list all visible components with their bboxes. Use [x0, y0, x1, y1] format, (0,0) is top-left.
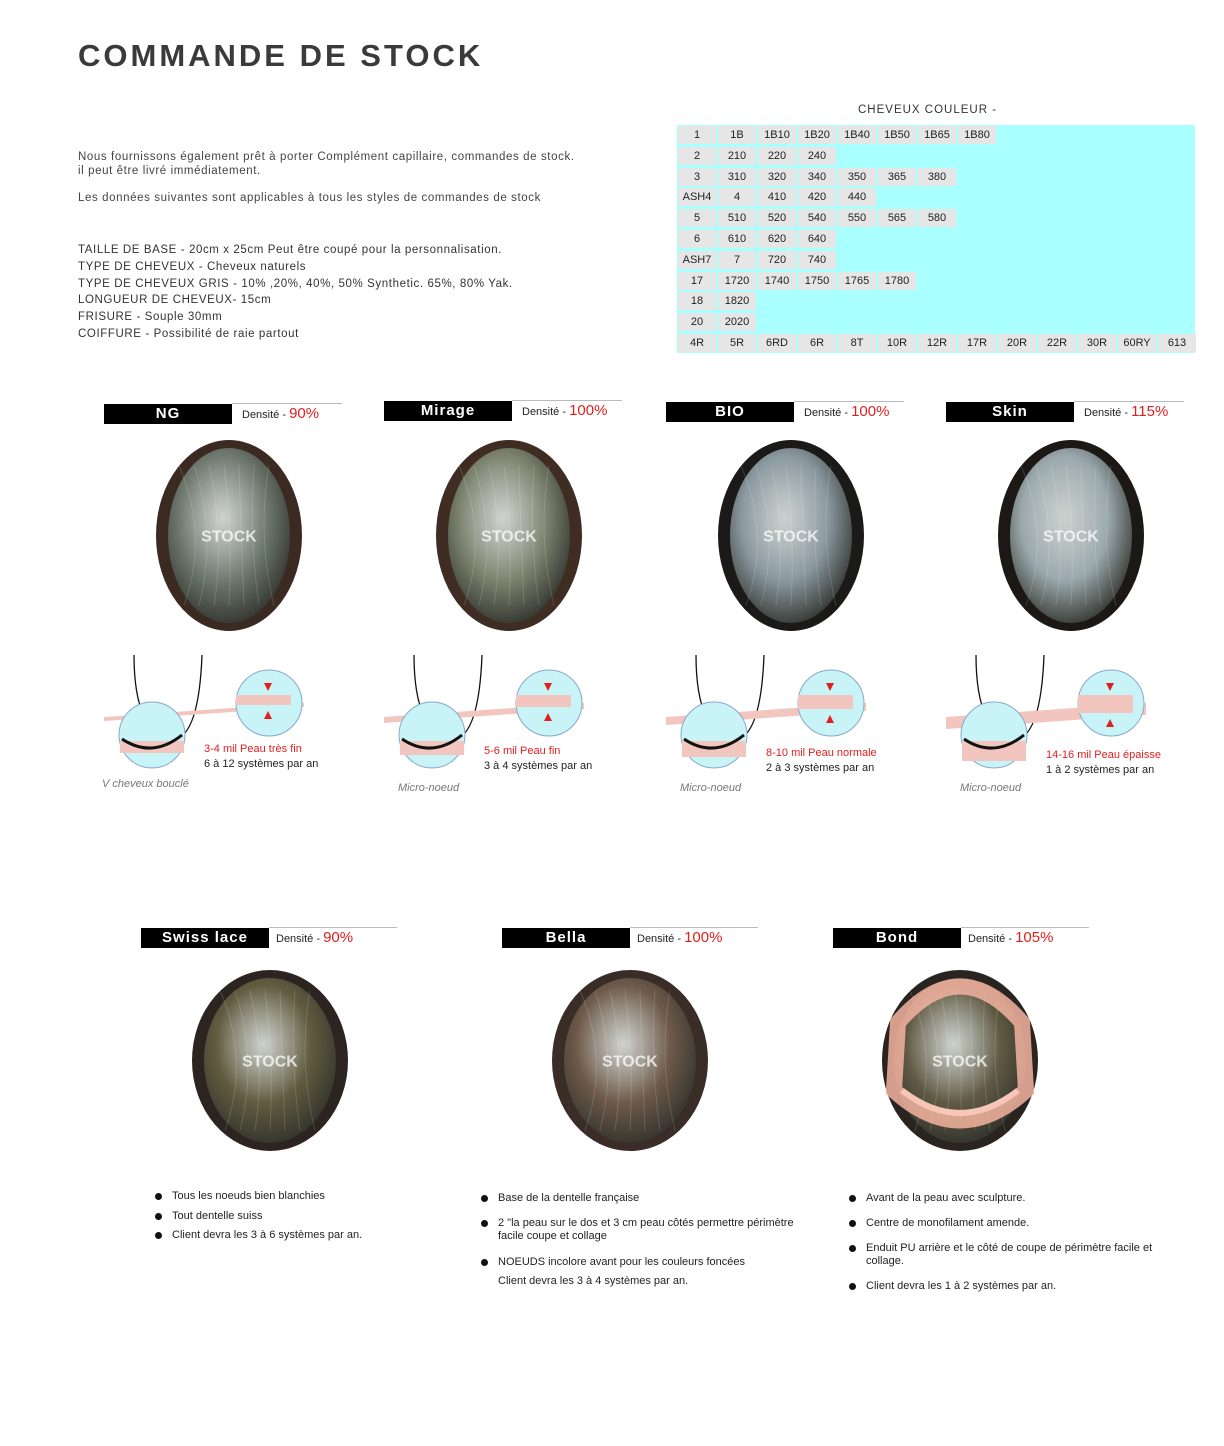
- color-code-cell: 740: [798, 251, 836, 269]
- style-name-label: NG: [104, 404, 232, 424]
- bullet-dot: [481, 1195, 488, 1202]
- color-code-cell: 340: [798, 168, 836, 186]
- color-code-cell: 550: [838, 209, 876, 227]
- color-code-cell: 1740: [758, 272, 796, 290]
- color-code-cell: 1B: [718, 126, 756, 144]
- density-value: 90%: [323, 929, 354, 946]
- feature-item: [849, 1280, 1166, 1293]
- density-label: Densité -: [968, 933, 1016, 945]
- color-code-cell: 520: [758, 209, 796, 227]
- color-code-cell: 7: [718, 251, 756, 269]
- color-code-cell: 210: [718, 147, 756, 165]
- knot-type-note: V cheveux bouclé: [102, 778, 189, 790]
- color-code-cell: 2: [678, 147, 716, 165]
- style-name-label: Bella: [502, 928, 630, 948]
- feature-item: [481, 1275, 798, 1288]
- color-code-cell: 4R: [678, 334, 716, 352]
- style-name-label: Mirage: [384, 401, 512, 421]
- density-label: Densité -: [522, 406, 570, 418]
- color-code-cell: 420: [798, 188, 836, 206]
- bullet-dot: [481, 1220, 488, 1227]
- color-code-cell: 1B65: [918, 126, 956, 144]
- bullet-dot: [849, 1220, 856, 1227]
- systems-per-year: 3 à 4 systèmes par an: [484, 760, 593, 772]
- color-code-cell: 1750: [798, 272, 836, 290]
- knot-type-note: Micro-noeud: [398, 782, 460, 794]
- density-value: 100%: [851, 403, 890, 420]
- divider-line: [512, 400, 622, 401]
- color-code-cell: 720: [758, 251, 796, 269]
- density-info: [522, 402, 607, 419]
- feature-text: Client devra les 1 à 2 systèmes par an.: [866, 1280, 1057, 1292]
- color-code-cell: 20: [678, 313, 716, 331]
- color-code-cell: 6RD: [758, 334, 796, 352]
- color-code-cell: 1B40: [838, 126, 876, 144]
- color-code-cell: 6: [678, 230, 716, 248]
- color-code-cell: 12R: [918, 334, 956, 352]
- systems-per-year: 6 à 12 systèmes par an: [204, 758, 319, 770]
- color-code-cell: 18: [678, 292, 716, 310]
- intro-line-1: Nous fournissons également prêt à porter Complément capillaire, commandes de stock.: [78, 151, 575, 163]
- stock-watermark: STOCK: [602, 1053, 658, 1071]
- color-code-cell: 10R: [878, 334, 916, 352]
- divider-line: [630, 927, 758, 928]
- bullet-dot: [155, 1213, 162, 1220]
- density-info: [804, 403, 889, 420]
- style-name-label: Swiss lace: [141, 928, 269, 948]
- bullet-dot: [481, 1259, 488, 1266]
- feature-item: [481, 1217, 798, 1243]
- color-code-cell: 440: [838, 188, 876, 206]
- feature-text: Tout dentelle suiss: [172, 1210, 263, 1222]
- hair-system-photo: [880, 968, 1040, 1153]
- feature-text: NOEUDS incolore avant pour les couleurs foncées: [498, 1256, 746, 1268]
- color-code-cell: 8T: [838, 334, 876, 352]
- color-code-cell: 1B20: [798, 126, 836, 144]
- bullet-dot: [849, 1245, 856, 1252]
- divider-line: [232, 403, 342, 404]
- feature-text: Enduit PU arrière et le côté de coupe de périmètre facile et collage.: [866, 1242, 1153, 1267]
- feature-item: [481, 1256, 798, 1269]
- density-label: Densité -: [637, 933, 685, 945]
- density-label: Densité -: [804, 407, 852, 419]
- density-info: [276, 929, 353, 946]
- feature-text: Client devra les 3 à 4 systèmes par an.: [498, 1275, 689, 1287]
- color-code-cell: 17R: [958, 334, 996, 352]
- divider-line: [961, 927, 1089, 928]
- color-code-cell: 640: [798, 230, 836, 248]
- density-label: Densité -: [242, 409, 290, 421]
- spec-curl: FRISURE - Souple 30mm: [78, 311, 223, 323]
- color-code-cell: 1820: [718, 292, 756, 310]
- color-code-cell: 565: [878, 209, 916, 227]
- color-code-cell: 4: [718, 188, 756, 206]
- color-code-cell: 540: [798, 209, 836, 227]
- density-info: [637, 929, 722, 946]
- color-code-cell: 310: [718, 168, 756, 186]
- color-code-cell: 22R: [1038, 334, 1076, 352]
- color-code-cell: 613: [1158, 334, 1196, 352]
- feature-text: Base de la dentelle française: [498, 1192, 640, 1204]
- divider-line: [794, 401, 904, 402]
- spec-base-size: TAILLE DE BASE - 20cm x 25cm Peut être coupé pour la personnalisation.: [78, 244, 503, 256]
- feature-text: Client devra les 3 à 6 systèmes par an.: [172, 1229, 363, 1241]
- color-code-cell: 30R: [1078, 334, 1116, 352]
- hair-system-photo: [550, 968, 710, 1153]
- color-code-cell: 1780: [878, 272, 916, 290]
- color-code-cell: 17: [678, 272, 716, 290]
- skin-thickness: 5-6 mil Peau fin: [484, 745, 561, 757]
- color-code-cell: 1B50: [878, 126, 916, 144]
- color-code-cell: 6R: [798, 334, 836, 352]
- stock-watermark: STOCK: [763, 528, 819, 546]
- density-label: Densité -: [1084, 407, 1132, 419]
- hair-system-photo: [716, 438, 866, 633]
- feature-item: [849, 1217, 1166, 1230]
- stock-watermark: STOCK: [201, 528, 257, 546]
- color-code-cell: 1: [678, 126, 716, 144]
- density-label: Densité -: [276, 933, 324, 945]
- skin-thickness: 14-16 mil Peau épaisse: [1046, 749, 1161, 761]
- color-code-cell: 410: [758, 188, 796, 206]
- color-code-cell: 365: [878, 168, 916, 186]
- density-info: [242, 405, 319, 422]
- color-code-cell: 220: [758, 147, 796, 165]
- stock-watermark: STOCK: [242, 1053, 298, 1071]
- hair-color-table: [677, 125, 1195, 353]
- color-code-cell: 580: [918, 209, 956, 227]
- color-code-cell: 620: [758, 230, 796, 248]
- style-name-label: BIO: [666, 402, 794, 422]
- intro-line-3: Les données suivantes sont applicables à tous les styles de commandes de stock: [78, 192, 541, 204]
- density-info: [1084, 403, 1168, 420]
- hair-system-photo: [996, 438, 1146, 633]
- skin-thickness: 8-10 mil Peau normale: [766, 747, 877, 759]
- feature-text: Centre de monofilament amende.: [866, 1217, 1030, 1229]
- feature-item: [155, 1210, 472, 1223]
- color-table-title: CHEVEUX COULEUR -: [858, 104, 998, 116]
- divider-line: [1074, 401, 1184, 402]
- hair-system-photo: [154, 438, 304, 633]
- spec-grey-hair-type: TYPE DE CHEVEUX GRIS - 10% ,20%, 40%, 50% Synthetic. 65%, 80% Yak.: [78, 278, 513, 290]
- color-code-cell: 610: [718, 230, 756, 248]
- feature-item: [481, 1192, 798, 1205]
- color-code-cell: 320: [758, 168, 796, 186]
- spec-hairstyle: COIFFURE - Possibilité de raie partout: [78, 328, 299, 340]
- density-info: [968, 929, 1053, 946]
- color-code-cell: 1765: [838, 272, 876, 290]
- hair-system-photo: [190, 968, 350, 1153]
- spec-hair-length: LONGUEUR DE CHEVEUX- 15cm: [78, 294, 272, 306]
- knot-type-note: Micro-noeud: [960, 782, 1022, 794]
- color-code-cell: 240: [798, 147, 836, 165]
- spec-hair-type: TYPE DE CHEVEUX - Cheveux naturels: [78, 261, 307, 273]
- bullet-dot: [155, 1232, 162, 1239]
- feature-text: Tous les noeuds bien blanchies: [172, 1190, 325, 1202]
- feature-item: [849, 1192, 1166, 1205]
- density-value: 105%: [1015, 929, 1054, 946]
- stock-watermark: STOCK: [481, 528, 537, 546]
- skin-thickness: 3-4 mil Peau très fin: [204, 743, 302, 755]
- color-code-cell: 510: [718, 209, 756, 227]
- color-code-cell: ASH4: [678, 188, 716, 206]
- bullet-dot: [155, 1193, 162, 1200]
- systems-per-year: 1 à 2 systèmes par an: [1046, 764, 1155, 776]
- intro-line-2: il peut être livré immédiatement.: [78, 165, 261, 177]
- color-code-cell: 3: [678, 168, 716, 186]
- color-code-cell: 60RY: [1118, 334, 1156, 352]
- feature-text: 2 "la peau sur le dos et 3 cm peau côtés permettre périmètre facile coupe et collage: [498, 1217, 794, 1242]
- feature-item: [155, 1229, 472, 1242]
- feature-item: [155, 1190, 472, 1203]
- systems-per-year: 2 à 3 systèmes par an: [766, 762, 875, 774]
- style-name-label: Skin: [946, 402, 1074, 422]
- density-value: 90%: [289, 405, 320, 422]
- color-code-cell: 1720: [718, 272, 756, 290]
- color-code-cell: 5: [678, 209, 716, 227]
- density-value: 100%: [684, 929, 723, 946]
- density-value: 100%: [569, 402, 608, 419]
- divider-line: [269, 927, 397, 928]
- hair-system-photo: [434, 438, 584, 633]
- color-code-cell: 1B10: [758, 126, 796, 144]
- feature-item: [849, 1242, 1166, 1268]
- knot-type-note: Micro-noeud: [680, 782, 742, 794]
- color-code-cell: 20R: [998, 334, 1036, 352]
- style-name-label: Bond: [833, 928, 961, 948]
- color-code-cell: 380: [918, 168, 956, 186]
- density-value: 115%: [1131, 403, 1169, 420]
- stock-watermark: STOCK: [932, 1053, 988, 1071]
- bullet-dot: [849, 1283, 856, 1290]
- page-title: COMMANDE DE STOCK: [78, 38, 484, 73]
- color-code-cell: 350: [838, 168, 876, 186]
- bullet-dot: [849, 1195, 856, 1202]
- color-code-cell: ASH7: [678, 251, 716, 269]
- color-code-cell: 2020: [718, 313, 756, 331]
- feature-text: Avant de la peau avec sculpture.: [866, 1192, 1026, 1204]
- color-code-cell: 1B80: [958, 126, 996, 144]
- stock-watermark: STOCK: [1043, 528, 1099, 546]
- color-code-cell: 5R: [718, 334, 756, 352]
